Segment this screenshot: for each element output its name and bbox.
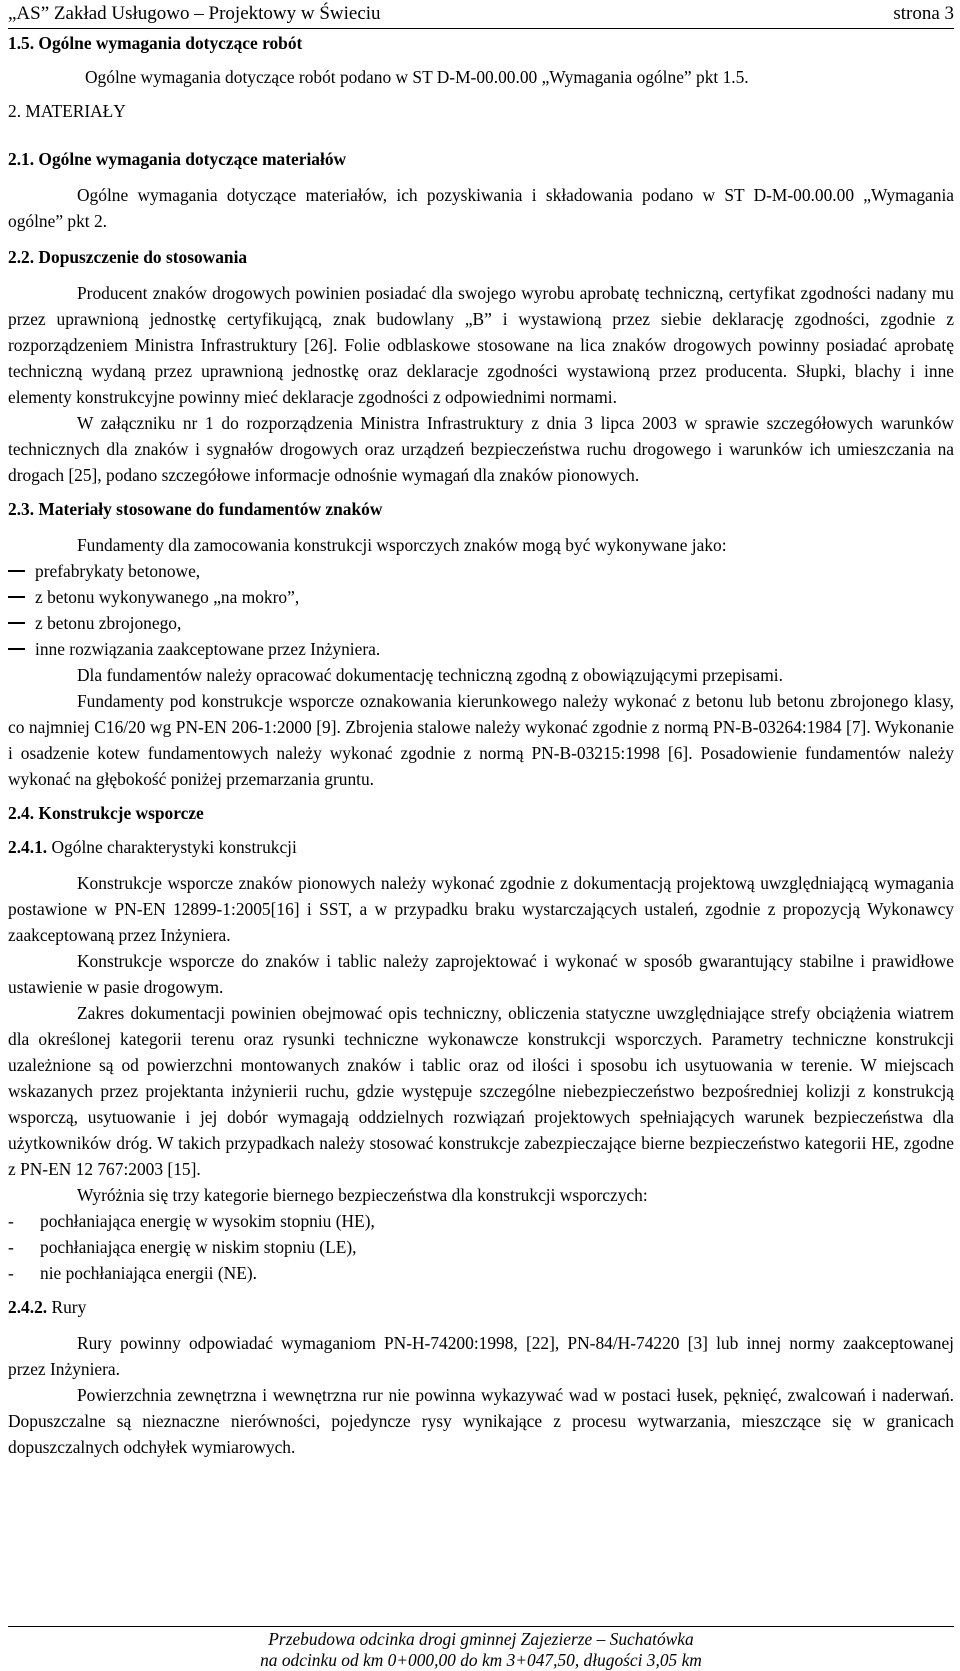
- section-2-4-2-number: 2.4.2.: [8, 1297, 48, 1317]
- section-2-2-paragraph-1: Producent znaków drogowych powinien posiadać dla swojego wyrobu aprobatę techniczną, certyfikat zgodności nadany mu przez uprawnioną jednostkę certyfikującą, znak budowlany „B” i wystawioną przez siebie deklarację zgodności, zgodnie z rozporządzeniem Ministra Infrastruktury [26]. Folie odblaskowe stosowane na lica znaków drogowych powinny posiadać aprobatę techniczną wydaną przez uprawnioną jednostkę oraz deklaracje zgodności wystawioną przez producenta. Słupki, blachy i inne elementy konstrukcyjne powinny mieć deklaracje zgodności z odpowiednimi normami.: [8, 283, 954, 407]
- page-header: [8, 0, 954, 29]
- section-2-1-text: Ogólne wymagania dotyczące materiałów, ich pozyskiwania i składowania podano w ST D-M-00.00.00 „Wymagania ogólne” pkt 2.: [8, 185, 954, 231]
- section-2-4-2-paragraph-2: Powierzchnia zewnętrzna i wewnętrzna rur nie powinna wykazywać wad w postaci łusek, pęknięć, zwalcowań i naderwań. Dopuszczalne są nieznaczne nierówności, pojedyncze rysy wynikające z procesu wytwarzania, mieszczące się w granicach dopuszczalnych odchyłek wymiarowych.: [8, 1385, 954, 1457]
- section-2-3-heading: 2.3. Materiały stosowane do fundamentów znaków: [8, 499, 383, 519]
- document-body: [8, 30, 954, 1460]
- list-item: [8, 1260, 954, 1286]
- list-item: prefabrykaty betonowe,: [8, 558, 954, 584]
- footer-line-2: na odcinku od km 0+000,00 do km 3+047,50, długości 3,05 km: [260, 1650, 702, 1670]
- section-2-4-2-title: Rury: [51, 1297, 87, 1317]
- section-2-2-paragraph-2: W załączniku nr 1 do rozporządzenia Ministra Infrastruktury z dnia 3 lipca 2003 w sprawie szczegółowych warunków technicznych dla znaków i sygnałów drogowych oraz urządzeń bezpieczeństwa ruchu drogowego i warunków ich umieszczania na drogach [25], podano szczegółowe informacje odnośnie wymagań dla znaków pionowych.: [8, 413, 954, 485]
- header-company: „AS” Zakład Usługowo – Projektowy w Świeciu: [8, 3, 381, 24]
- section-2-4-1-title: Ogólne charakterystyki konstrukcji: [51, 837, 297, 857]
- section-2-4-1-paragraph-4: Wyróżnia się trzy kategorie biernego bezpieczeństwa dla konstrukcji wsporczych:: [77, 1185, 648, 1205]
- list-item-text: nie pochłaniająca energii (NE).: [40, 1263, 257, 1283]
- list-marker: -: [8, 1237, 14, 1257]
- section-2-4-1-number: 2.4.1.: [8, 837, 48, 857]
- section-2-3-paragraph-2: Dla fundamentów należy opracować dokumentację techniczną zgodną z obowiązującymi przepisami.: [77, 665, 783, 685]
- list-marker: -: [8, 1263, 14, 1283]
- section-2-4-1-heading: [8, 834, 954, 860]
- section-2-1-heading: 2.1. Ogólne wymagania dotyczące materiałów: [8, 149, 347, 169]
- section-2-2-heading: 2.2. Dopuszczenie do stosowania: [8, 247, 248, 267]
- list-marker: -: [8, 1211, 14, 1231]
- section-2-4-1-paragraph-2: Konstrukcje wsporcze do znaków i tablic należy zaprojektować i wykonać w sposób gwarantujący stabilne i prawidłowe ustawienie w pasie drogowym.: [8, 951, 954, 997]
- section-2-4-1-paragraph-1: Konstrukcje wsporcze znaków pionowych należy wykonać zgodnie z dokumentacją projektową uwzględniającą wymagania postawione w PN-EN 12899-1:2005[16] i SST, a w przypadku braku wystarczających ustaleń, zgodnie z propozycją Wykonawcy zaakceptowaną przez Inżyniera.: [8, 873, 954, 945]
- section-2-4-2-heading: [8, 1294, 954, 1320]
- list-item: [8, 1234, 954, 1260]
- section-2-4-1-paragraph-3: Zakres dokumentacji powinien obejmować opis techniczny, obliczenia statyczne uwzględniające strefy obciążenia wiatrem dla określonej kategorii terenu oraz rysunki techniczne wykonawcze konstrukcji wsporczych. Parametry techniczne konstrukcji uzależnione są od powierzchni montowanych znaków i tablic oraz od ilości i sposobu ich usytuowania w terenie. W miejscach wskazanych przez projektanta inżynierii ruchu, gdzie występuje szczególne niebezpieczeństwo bezpośredniej kolizji z konstrukcją wsporczą, usytuowanie i jej dobór wymagają oddzielnych rozwiązań projektowych spełniających warunek bezpieczeństwa dla użytkowników dróg. W takich przypadkach należy stosować konstrukcje zabezpieczające bierne bezpieczeństwo kategorii HE, zgodne z PN-EN 12 767:2003 [15].: [8, 1003, 954, 1179]
- section-2-4-2-paragraph-1: Rury powinny odpowiadać wymaganiom PN-H-74200:1998, [22], PN-84/H-74220 [3] lub innej normy zaakceptowanej przez Inżyniera.: [8, 1333, 954, 1379]
- header-page-number: strona 3: [893, 3, 954, 24]
- footer-line-1: Przebudowa odcinka drogi gminnej Zajezierze – Suchatówka: [268, 1629, 694, 1649]
- section-2-3-intro: Fundamenty dla zamocowania konstrukcji wsporczych znaków mogą być wykonywane jako:: [77, 535, 727, 555]
- list-item: z betonu zbrojonego,: [8, 610, 954, 636]
- section-2-4-heading: 2.4. Konstrukcje wsporcze: [8, 803, 204, 823]
- list-item-text: pochłaniająca energię w wysokim stopniu (HE),: [40, 1211, 375, 1231]
- section-2-heading: 2. MATERIAŁY: [8, 101, 126, 121]
- page-footer: [8, 1626, 954, 1671]
- section-1-5-text: Ogólne wymagania dotyczące robót podano w ST D-M-00.00.00 „Wymagania ogólne” pkt 1.5.: [85, 67, 749, 87]
- list-item: inne rozwiązania zaakceptowane przez Inżyniera.: [8, 636, 954, 662]
- list-item-text: pochłaniająca energię w niskim stopniu (LE),: [40, 1237, 357, 1257]
- section-2-3-paragraph-3: Fundamenty pod konstrukcje wsporcze oznakowania kierunkowego należy wykonać z betonu lub betonu zbrojonego klasy, co najmniej C16/20 wg PN-EN 206-1:2000 [9]. Zbrojenia stalowe należy wykonać zgodnie z normą PN-B-03264:1984 [7]. Wykonanie i osadzenie kotew fundamentowych należy wykonać zgodnie z normą PN-B-03215:1998 [6]. Posadowienie fundamentów należy wykonać na głębokość poniżej przemarzania gruntu.: [8, 691, 954, 789]
- list-item: z betonu wykonywanego „na mokro”,: [8, 584, 954, 610]
- list-item: [8, 1208, 954, 1234]
- section-1-5-heading: 1.5. Ogólne wymagania dotyczące robót: [8, 33, 303, 53]
